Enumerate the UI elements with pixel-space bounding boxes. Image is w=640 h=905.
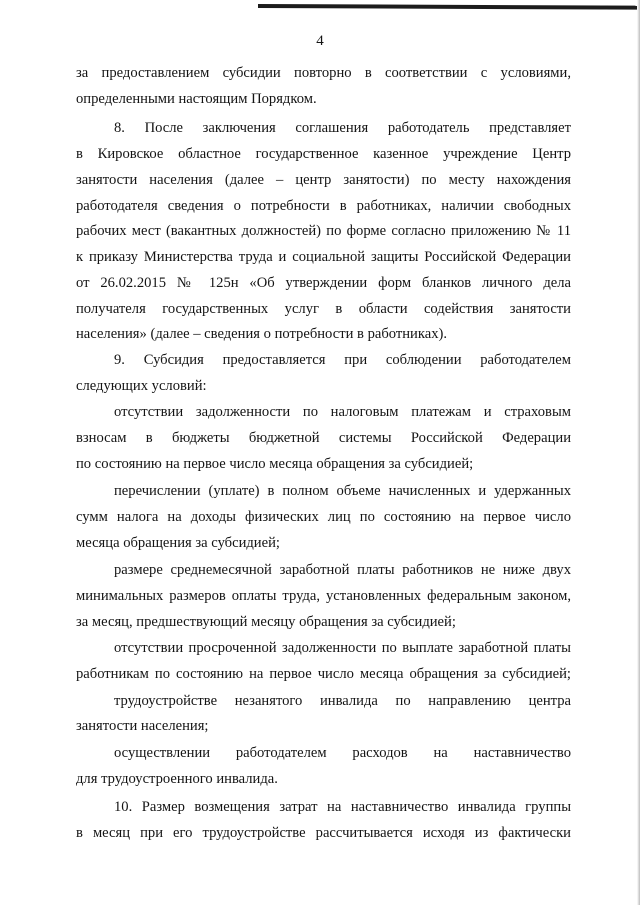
text-line: взносам в бюджеты бюджетной системы Российской Федерации <box>76 430 571 446</box>
text-line: работодателя сведения о потребности в работниках, наличии свободных <box>76 198 571 214</box>
text-line: минимальных размеров оплаты труда, установленных федеральным законом, <box>76 588 571 604</box>
scan-edge-stroke <box>258 4 640 10</box>
text-line: работникам по состоянию на первое число месяца обращения за субсидией; <box>76 666 571 682</box>
text-line: рабочих мест (вакантных должностей) по форме согласно приложению № 11 <box>76 223 571 239</box>
text-line: размере среднемесячной заработной платы работников не ниже двух <box>114 562 571 578</box>
text-line: от 26.02.2015 № 125н «Об утверждении форм бланков личного дела <box>76 275 571 291</box>
text-line: в месяц при его трудоустройстве рассчитывается исходя из фактически <box>76 825 571 841</box>
text-line: 9. Субсидия предоставляется при соблюдении работодателем <box>114 352 571 368</box>
text-line: населения» (далее – сведения о потребности в работниках). <box>76 326 448 342</box>
text-line: за предоставлением субсидии повторно в соответствии с условиями, <box>76 65 571 81</box>
text-line: 8. После заключения соглашения работодатель представляет <box>114 120 571 136</box>
text-line: отсутствии просроченной задолженности по выплате заработной платы <box>114 640 571 656</box>
text-line: получателя государственных услуг в области содействия занятости <box>76 301 571 317</box>
text-line: 10. Размер возмещения затрат на наставничество инвалида группы <box>114 799 571 815</box>
text-line: следующих условий: <box>76 378 207 394</box>
text-line: сумм налога на доходы физических лиц по состоянию на первое число <box>76 509 571 525</box>
text-line: занятости населения (далее – центр занятости) по месту нахождения <box>76 172 571 188</box>
text-line: месяца обращения за субсидией; <box>76 535 280 551</box>
text-line: трудоустройстве незанятого инвалида по направлению центра <box>114 693 571 709</box>
text-line: за месяц, предшествующий месяцу обращения за субсидией; <box>76 614 456 630</box>
text-line: к приказу Министерства труда и социальной защиты Российской Федерации <box>76 249 571 265</box>
page-number: 4 <box>316 33 324 49</box>
text-line: осуществлении работодателем расходов на наставничество <box>114 745 571 761</box>
text-line: отсутствии задолженности по налоговым платежам и страховым <box>114 404 571 420</box>
text-line: для трудоустроенного инвалида. <box>76 771 278 787</box>
text-line: определенными настоящим Порядком. <box>76 91 317 107</box>
text-line: перечислении (уплате) в полном объеме начисленных и удержанных <box>114 483 571 499</box>
text-line: по состоянию на первое число месяца обращения за субсидией; <box>76 456 474 472</box>
text-line: занятости населения; <box>76 718 209 734</box>
text-line: в Кировское областное государственное казенное учреждение Центр <box>76 146 571 162</box>
